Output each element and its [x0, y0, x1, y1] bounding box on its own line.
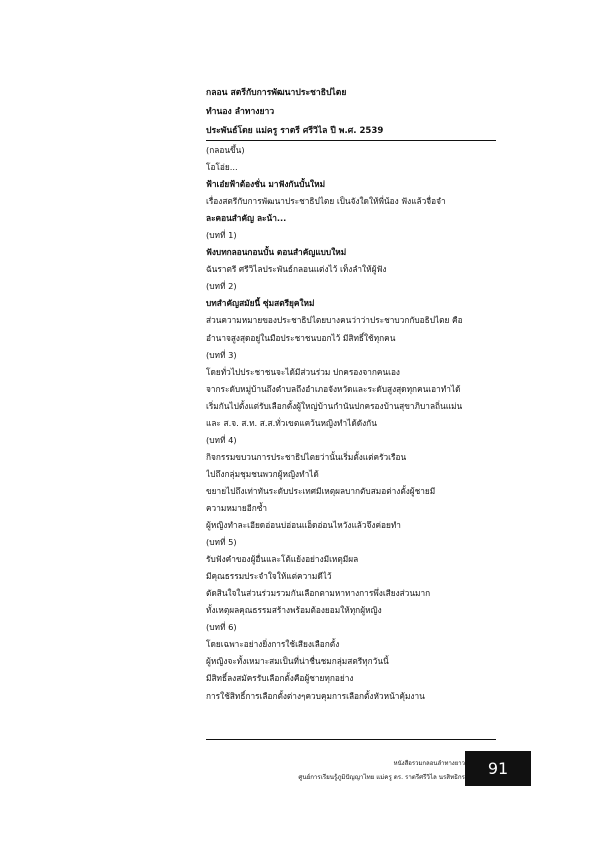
poem-title: กลอน สตรีกับการพัฒนาประชาธิปไตย — [206, 88, 347, 98]
poem-header — [206, 84, 496, 141]
poem-line: รับฟังคำของผู้อื่นและโต้แย้งอย่างมีเหตุมีผล — [206, 554, 359, 565]
poem-author: ประพันธ์โดย แม่ครู ราตรี ศรีวิไล ปี พ.ศ. 2539 — [206, 126, 384, 136]
poem-line: ทั้งเหตุผลคุณธรรมสร้างพร้อมต้องยอมให้ทุกผู้หญิง — [206, 605, 382, 616]
poem-line: ฟ้าเอ๋ยฟ้าต้องชั่น มาฟังกันบั้นใหม่ — [206, 179, 326, 190]
poem-line: ผู้หญิงทำละเอียดอ่อนบ่อ่อนแอ็ดอ่อนไหวังแล้วจึงค่อยทำ — [206, 520, 401, 531]
poem-line: ความหมายอีกซ้ำ — [206, 502, 268, 513]
footer — [298, 757, 465, 785]
poem-line: โอโอ่ย... — [206, 162, 238, 173]
poem-line: กิจกรรมขบวนการประชาธิปไตยว่านั้นเริ่มตั้งแต่ครัวเรือน — [206, 451, 407, 462]
poem-line: (บทที่ 6) — [206, 622, 237, 633]
poem-line: บทสำคัญสมัยนี้ ซุ่มสตรียุคใหม่ — [206, 298, 315, 309]
poem-line: เริ่มกันไปตั้งแต่รับเลือกตั้งผู้ใหญ่บ้านกำนันปกครองบ้านสุขาภิบาลถิ่นแม่น — [206, 400, 463, 411]
poem-line: ผู้หญิงจะทั้งเหมาะสมเป็นที่น่าชื่นชมกลุ่มสตรีทุกวันนี้ — [206, 656, 389, 667]
poem-line: ไปถึงกลุ่มชุมชนพวกผู้หญิงทำได้ — [206, 468, 319, 479]
poem-line: ฉันราตรี ศรีวิไลประพันธ์กลอนแต่งไว้ เท็งลำให้ผู้ฟัง — [206, 264, 387, 275]
poem-line: (บทที่ 5) — [206, 537, 237, 548]
poem-line: โดยเฉพาะอย่างยิ่งการใช้เสียงเลือกตั้ง — [206, 639, 340, 650]
poem-line: การใช้สิทธิ์การเลือกตั้งต่างๆควบคุมการเลือกตั้งหัวหน้าคุ้มงาน — [206, 690, 425, 701]
poem-line: (บทที่ 3) — [206, 349, 237, 360]
poem-line: ละคอนสำคัญ ละน้า... — [206, 213, 287, 224]
poem-line: โดยทั่วไปประชาชนจะได้มีส่วนร่วม ปกครองจากคนเอง — [206, 366, 400, 377]
header-divider — [206, 140, 496, 141]
page-number-box — [465, 751, 531, 786]
footer-book-title: หนังสือรวมกลอนลำทางยาว — [393, 760, 465, 767]
poem-line: ตัดสินใจในส่วนร่วมรวมกันเลือกตามหาทางการพึ่งเสียงส่วนมาก — [206, 588, 431, 599]
page-number: 91 — [487, 759, 509, 778]
poem-line: อำนาจสูงสุดอยู่ในมือประชาชนบอกไว้ มีสิทธิ์ใช้ทุกคน — [206, 332, 396, 343]
poem-line: ฟังบทกลอนกอนบั้น ตอนสำคัญแบบใหม่ — [206, 247, 347, 258]
poem-line: (บทที่ 2) — [206, 281, 237, 292]
poem-line: มีคุณธรรมประจำใจให้แต่ความดีไว้ — [206, 571, 332, 582]
footer-credit: ศูนย์การเรียนรู้ภูมิปัญญาไทย แม่ครู ดร. ราตรีศรีวิไล นรสิทธิกร — [298, 774, 465, 781]
poem-line: (บทที่ 1) — [206, 230, 237, 241]
poem-line: (บทที่ 4) — [206, 434, 237, 445]
poem-line: ส่วนความหมายของประชาธิปไตยบางคนว่าว่าประชาบวกกับอธิปไตย คือ — [206, 315, 463, 326]
poem-body — [206, 142, 502, 705]
poem-line: จากระดับหมู่บ้านถึงตำบลถึงอำเภอจังหวัดและระดับสูงสุดทุกคนเอาทำได้ — [206, 383, 461, 394]
poem-line: เรื่องสตรีกับการพัฒนาประชาธิปไตย เป็นจังใดให้พี่น้อง ฟังแล้วจื่อจำ — [206, 196, 446, 207]
poem-line: มีสิทธิ์ลงสมัครรับเลือกตั้งคือผู้ชายทุกอย่าง — [206, 673, 354, 684]
footer-divider — [206, 739, 496, 740]
poem-genre: ทำนอง ลำทางยาว — [206, 107, 275, 117]
poem-line: (กลอนขึ้น) — [206, 145, 245, 155]
poem-line: ขยายไปถึงเท่าทันระดับประเทศมีเหตุผลบากตับสมอต่างตั้งผู้ชายมี — [206, 485, 436, 496]
poem-line: และ ส.จ. ส.ท. ส.ส.ทั่วเขตแคว้นหญิงทำได้ดังกัน — [206, 417, 377, 428]
